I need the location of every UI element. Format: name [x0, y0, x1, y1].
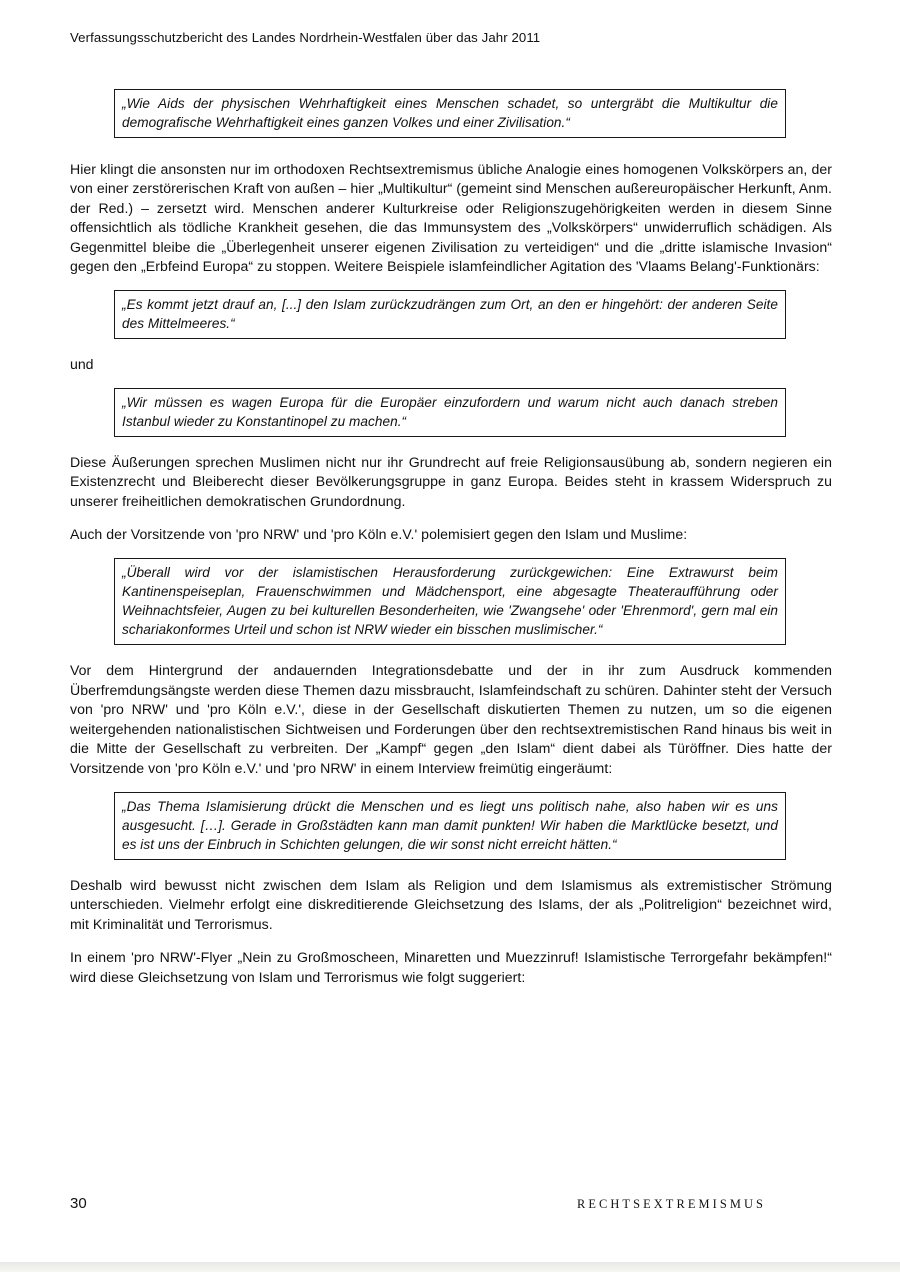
connector-und: und [70, 356, 94, 373]
paragraph-1: Hier klingt die ansonsten nur im orthodoxen Rechtsextremismus übliche Analogie eines homogenen Volkskörpers an, der von einer zerstörerischen Kraft von außen – hier „Multikultur“ (gemeint sind Menschen außereuropäischer Herkunft, Anm. der Red.) – zersetzt wird. Menschen anderer Kulturkreise oder Religionszugehörigkeiten werden in diesem Sinne offensichtlich als tödliche Krankheit gesehen, die das Immunsystem des „Volkskörpers“ unwiderruflich schädigen. Als Gegenmittel bleibe die „Überlegenheit unserer eigenen Zivilisation zu verteidigen“ und die „dritte islamische Invasion“ gegen den „Erbfeind Europa“ zu stoppen. Weitere Beispiele islamfeindlicher Agitation des 'Vlaams Belang'-Funktionärs: [70, 161, 832, 275]
footer-section-title: RECHTSEXTREMISMUS [576, 1197, 766, 1211]
paragraph-2: Diese Äußerungen sprechen Muslimen nicht nur ihr Grundrecht auf freie Religionsausübung ab, sondern negieren ein Existenzrecht und Bleiberecht dieser Bevölkerungsgruppe in ganz Europa. Beides steht in krassem Widerspruch zu unserer freiheitlichen demokratischen Grundordnung. [70, 453, 832, 509]
page-content [70, 30, 832, 1001]
paragraph-5: Deshalb wird bewusst nicht zwischen dem Islam als Religion und dem Islamismus als extremistischer Strömung unterschieden. Vielmehr erfolgt eine diskreditierende Gleichsetzung des Islams, der als „Politreligion“ bezeichnet wird, mit Kriminalität und Terrorismus. [70, 876, 832, 932]
quote-text: „Überall wird vor der islamistischen Herausforderung zurückgewichen: Eine Extrawurst beim Kantinenspeiseplan, Frauenschwimmen und Mädchensport, eine abgesagte Theateraufführung oder Weihnachtsfeier, Augen zu bei kulturellen Besonderheiten, wie 'Zwangsehe' oder 'Ehrenmord', gern mal ein schariakonformes Urteil und schon ist NRW wieder ein bisschen muslimischer.“ [122, 565, 778, 638]
page-edge-shadow [0, 1262, 900, 1272]
paragraph-4: Vor dem Hintergrund der andauernden Integrationsdebatte und der in ihr zum Ausdruck kommenden Überfremdungsängste werden diese Themen dazu missbraucht, Islamfeindschaft zu schüren. Dahinter steht der Versuch von 'pro NRW' und 'pro Köln e.V.', diese in der Gesellschaft diskutierten Themen zu nutzen, um so die eigenen weitergehenden nationalistischen Sichtweisen und Forderungen über den rechtsextremistischen Rand hinaus bis weit in die Mitte der Gesellschaft zu verbreiten. Der „Kampf“ gegen „den Islam“ dient dabei als Türöffner. Dies hatte der Vorsitzende von 'pro Köln e.V.' und 'pro NRW' in einem Interview freimütig eingeräumt: [70, 662, 832, 776]
quote-box-2 [114, 290, 786, 339]
page-footer [70, 1195, 832, 1212]
quote-box-1 [114, 89, 786, 138]
paragraph-6: In einem 'pro NRW'-Flyer „Nein zu Großmoscheen, Minaretten und Muezzinruf! Islamistische Terrorgefahr bekämpfen!“ wird diese Gleichsetzung von Islam und Terrorismus wie folgt suggeriert: [70, 949, 832, 985]
quote-text: „Wie Aids der physischen Wehrhaftigkeit eines Menschen schadet, so untergräbt die Multikultur die demografische Wehrhaftigkeit eines ganzen Volkes und einer Zivilisation.“ [122, 96, 778, 130]
running-head: Verfassungsschutzbericht des Landes Nordrhein-Westfalen über das Jahr 2011 [70, 30, 541, 45]
page-number: 30 [70, 1195, 87, 1212]
quote-text: „Das Thema Islamisierung drückt die Menschen und es liegt uns politisch nahe, also haben wir es uns ausgesucht. […]. Gerade in Großstädten kann man damit punkten! Wir haben die Marktlücke besetzt, und es ist uns der Einbruch in Schichten gelungen, die wir sonst nicht erreicht hätten.“ [122, 798, 778, 852]
quote-text: „Wir müssen es wagen Europa für die Europäer einzufordern und warum nicht auch danach streben Istanbul wieder zu Konstantinopel zu machen.“ [122, 394, 778, 429]
quote-box-5 [114, 792, 786, 860]
quote-box-4 [114, 558, 786, 645]
body-column [70, 89, 832, 987]
quote-box-3 [114, 388, 786, 437]
quote-text: „Es kommt jetzt drauf an, [...] den Islam zurückzudrängen zum Ort, an den er hingehört: der anderen Seite des Mittelmeeres.“ [122, 297, 778, 332]
paragraph-3: Auch der Vorsitzende von 'pro NRW' und 'pro Köln e.V.' polemisiert gegen den Islam und Muslime: [70, 526, 688, 543]
